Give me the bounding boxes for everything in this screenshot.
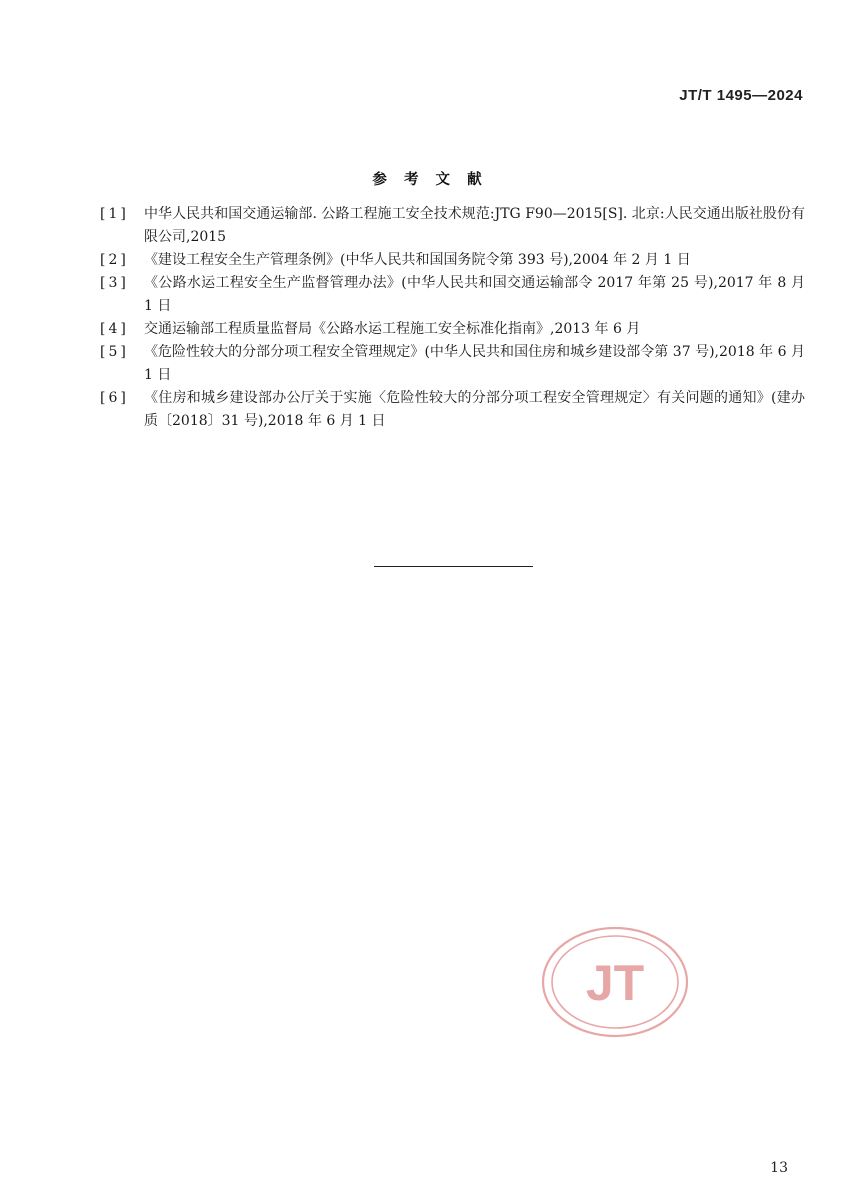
reference-item-2 [100, 249, 805, 272]
reference-number: [3] [100, 275, 129, 291]
reference-text: 中华人民共和国交通运输部. 公路工程施工安全技术规范:JTG F90—2015[S]. 北京:人民交通出版社股份有限公司,2015 [144, 206, 805, 245]
reference-item-4 [100, 318, 805, 341]
reference-item-6 [100, 387, 805, 433]
reference-number: [6] [100, 390, 129, 406]
reference-text: 《建设工程安全生产管理条例》(中华人民共和国国务院令第 393 号),2004 年 2 月 1 日 [144, 252, 691, 268]
page-number: 13 [770, 1160, 788, 1176]
reference-item-1 [100, 203, 805, 249]
reference-number: [5] [100, 344, 129, 360]
reference-number: [1] [100, 206, 129, 222]
reference-text: 《住房和城乡建设部办公厅关于实施〈危险性较大的分部分项工程安全管理规定〉有关问题的通知》(建办质〔2018〕31 号),2018 年 6 月 1 日 [144, 390, 805, 429]
reference-text: 《危险性较大的分部分项工程安全管理规定》(中华人民共和国住房和城乡建设部令第 37 号),2018 年 6 月 1 日 [144, 344, 805, 383]
watermark-text: JT [585, 955, 645, 1011]
standard-code: JT/T 1495—2024 [679, 87, 803, 104]
reference-list [100, 203, 805, 433]
end-rule [374, 566, 533, 567]
reference-text: 交通运输部工程质量监督局《公路水运工程施工安全标准化指南》,2013 年 6 月 [144, 321, 641, 337]
reference-item-5 [100, 341, 805, 387]
reference-number: [4] [100, 321, 129, 337]
reference-text: 《公路水运工程安全生产监督管理办法》(中华人民共和国交通运输部令 2017 年第 25 号),2017 年 8 月 1 日 [144, 275, 805, 314]
references-title: 参 考 文 献 [372, 172, 488, 188]
reference-item-3 [100, 272, 805, 318]
reference-number: [2] [100, 252, 129, 268]
jt-watermark-logo [541, 926, 689, 1038]
